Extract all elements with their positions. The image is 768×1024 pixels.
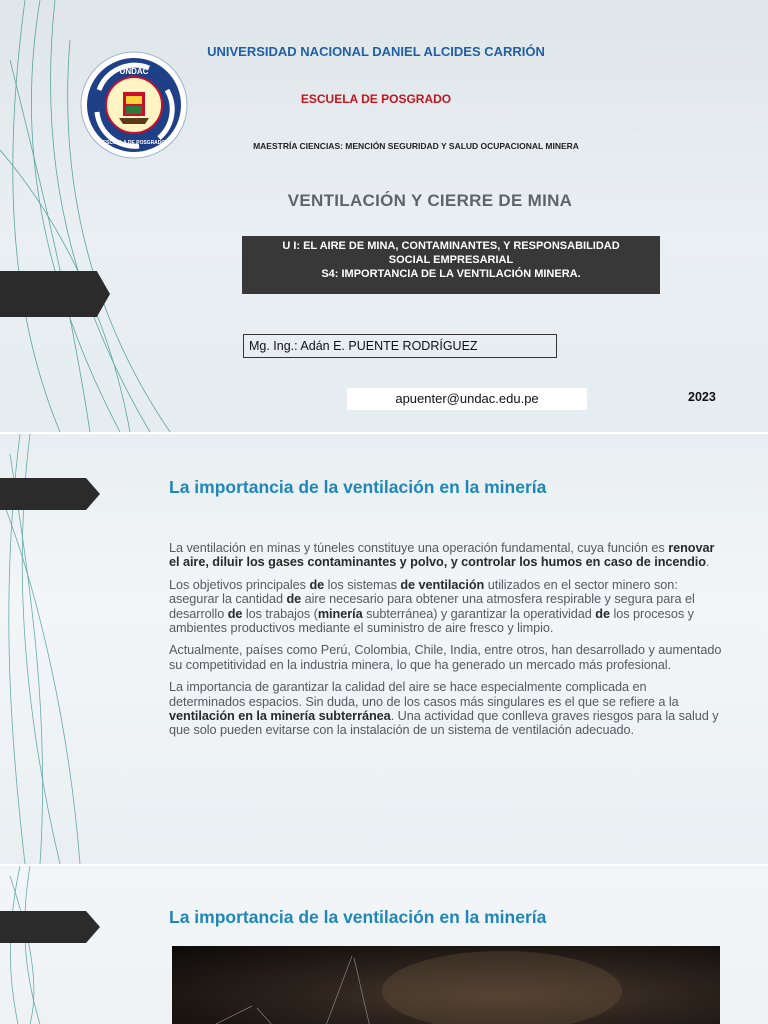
author-name: Mg. Ing.: Adán E. PUENTE RODRÍGUEZ [243, 334, 557, 358]
slide-body [169, 541, 725, 746]
tunnel-light-rays [172, 946, 720, 1024]
slide-marker-tab [0, 911, 100, 943]
year-label: 2023 [688, 390, 716, 404]
paragraph-2 [169, 578, 725, 636]
logo-top-text: UNDAC [119, 67, 149, 76]
bold-span: renovar el aire, diluir los gases contaminantes y polvo, y controlar los humos en caso de incendio [169, 541, 715, 570]
text-span: los trabajos ( [242, 606, 318, 621]
text-span: La ventilación en minas y túneles constituye una operación fundamental, cuya función es [169, 541, 669, 555]
paragraph-1 [169, 541, 725, 570]
mine-tunnel-photo [172, 946, 720, 1024]
bold-span: de ventilación [400, 577, 485, 592]
bold-span: minería [317, 606, 363, 621]
slide-title: La importancia de la ventilación en la minería [169, 907, 547, 927]
unit-line-3: S4: IMPORTANCIA DE LA VENTILACIÓN MINERA. [321, 268, 581, 280]
text-span: utilizados en el sector minero son: asegurar la cantidad [169, 577, 678, 607]
text-span: La importancia de garantizar la calidad del aire se hace especialmente complicada en determinados espacios. Sin duda, uno de los casos más singulares es el que se refiere a la [169, 680, 679, 709]
master-program: MAESTRÍA CIENCIAS: MENCIÓN SEGURIDAD Y SALUD OCUPACIONAL MINERA [253, 141, 579, 151]
bold-span: de [595, 606, 611, 621]
title-slide [0, 0, 768, 432]
text-span: Los objetivos principales [169, 577, 310, 592]
text-span: . [705, 555, 710, 570]
email-link[interactable]: apuenter@undac.edu.pe [347, 388, 587, 410]
bold-span: ventilación en la minería subterránea [169, 709, 391, 724]
text-span: los procesos y ambientes productivos mediante el suministro de aire fresco y limpio. [169, 606, 694, 636]
decorative-swirl-lines [0, 866, 80, 1024]
paragraph-4 [169, 680, 725, 738]
bold-span: de [309, 577, 325, 592]
unit-line-2: SOCIAL EMPRESARIAL [388, 254, 514, 266]
school-name: ESCUELA DE POSGRADO [300, 92, 452, 106]
slide-title: La importancia de la ventilación en la minería [169, 477, 547, 497]
text-span: . Una actividad que conlleva graves riesgos para la salud y que solo pueden evitarse con la instalación de un sistema de ventilación adecuado. [169, 709, 719, 738]
slide-marker-tab [0, 271, 110, 317]
course-title: VENTILACIÓN Y CIERRE DE MINA [287, 191, 573, 210]
content-slide [0, 866, 768, 1024]
logo-bottom-text: ESCUELA DE POSGRADO [102, 140, 166, 146]
text-span: los sistemas [324, 577, 401, 592]
paragraph-3: Actualmente, países como Perú, Colombia, Chile, India, entre otros, han desarrollado y aumentado su competitividad en la industria minera, lo que ha generado un mercado más profesional. [169, 643, 722, 672]
text-span: aire necesario para obtener una atmosfera respirable y segura para el desarrollo [169, 592, 695, 621]
unit-line-1: U I: EL AIRE DE MINA, CONTAMINANTES, Y RESPONSABILIDAD [282, 240, 620, 252]
bold-span: de [286, 592, 302, 607]
bold-span: de [227, 606, 243, 621]
university-name: UNIVERSIDAD NACIONAL DANIEL ALCIDES CARRIÓN [207, 44, 545, 59]
unit-box [242, 236, 660, 294]
content-slide [0, 434, 768, 864]
slide-marker-tab [0, 478, 100, 510]
text-span: subterránea) y garantizar la operatividad [362, 606, 596, 621]
